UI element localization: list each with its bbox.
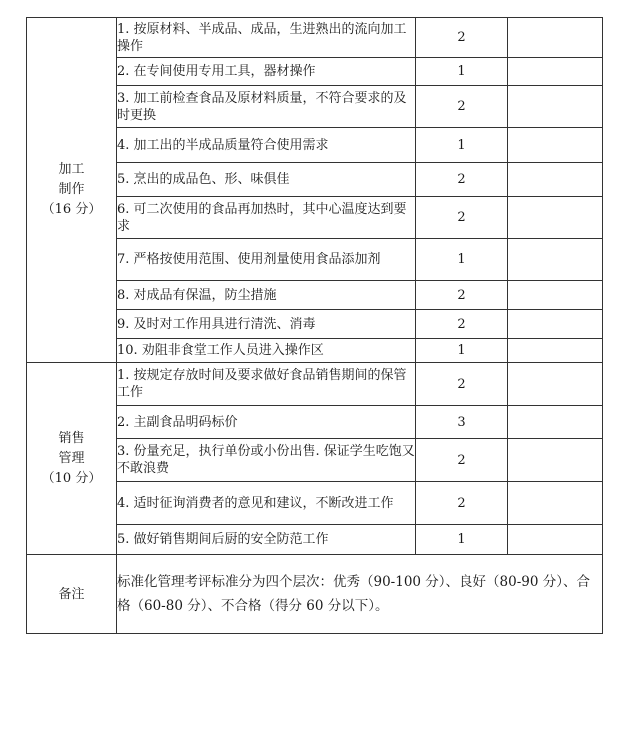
scoring-table — [26, 17, 603, 634]
category-label-line: （10 分） — [41, 470, 102, 486]
actual-score-cell — [508, 525, 603, 555]
item-text: 4. 适时征询消费者的意见和建议，不断改进工作 — [117, 482, 416, 525]
item-text: 2. 在专间使用专用工具，器材操作 — [117, 58, 416, 86]
actual-score-cell — [508, 339, 603, 363]
item-text: 10. 劝阻非食堂工作人员进入操作区 — [117, 339, 416, 363]
actual-score-cell — [508, 128, 603, 163]
item-score: 2 — [416, 439, 508, 482]
item-text: 1. 按规定存放时间及要求做好食品销售期间的保管工作 — [117, 363, 416, 406]
item-score: 2 — [416, 163, 508, 197]
category-label-line: 销售 — [58, 430, 85, 446]
item-text: 5. 做好销售期间后厨的安全防范工作 — [117, 525, 416, 555]
actual-score-cell — [508, 363, 603, 406]
actual-score-cell — [508, 58, 603, 86]
item-text: 9. 及时对工作用具进行清洗、消毒 — [117, 310, 416, 339]
actual-score-cell — [508, 239, 603, 281]
table-row — [27, 363, 603, 406]
item-score: 2 — [416, 86, 508, 128]
actual-score-cell — [508, 197, 603, 239]
note-label: 备注 — [27, 555, 117, 634]
item-text: 3. 份量充足，执行单份或小份出售. 保证学生吃饱又不敢浪费 — [117, 439, 416, 482]
category-cell-processing — [27, 18, 117, 363]
actual-score-cell — [508, 86, 603, 128]
item-score: 1 — [416, 525, 508, 555]
table-row — [27, 18, 603, 58]
item-score: 3 — [416, 406, 508, 439]
item-score: 1 — [416, 239, 508, 281]
category-label-line: 管理 — [58, 450, 85, 466]
item-score: 2 — [416, 197, 508, 239]
actual-score-cell — [508, 310, 603, 339]
table-row-note — [27, 555, 603, 634]
category-label-line: （16 分） — [41, 202, 102, 217]
category-cell-sales — [27, 363, 117, 555]
category-label-line: 加工 — [58, 162, 85, 177]
item-score: 2 — [416, 310, 508, 339]
item-text: 1. 按原材料、半成品、成品，生进熟出的流向加工操作 — [117, 18, 416, 58]
item-score: 2 — [416, 363, 508, 406]
actual-score-cell — [508, 281, 603, 310]
item-score: 2 — [416, 482, 508, 525]
actual-score-cell — [508, 18, 603, 58]
item-text: 2. 主副食品明码标价 — [117, 406, 416, 439]
actual-score-cell — [508, 482, 603, 525]
actual-score-cell — [508, 406, 603, 439]
item-text: 3. 加工前检查食品及原材料质量，不符合要求的及时更换 — [117, 86, 416, 128]
item-score: 1 — [416, 339, 508, 363]
item-text: 4. 加工出的半成品质量符合使用需求 — [117, 128, 416, 163]
item-score: 2 — [416, 18, 508, 58]
item-score: 2 — [416, 281, 508, 310]
actual-score-cell — [508, 163, 603, 197]
item-text: 7. 严格按使用范围、使用剂量使用食品添加剂 — [117, 239, 416, 281]
note-text: 标准化管理考评标准分为四个层次：优秀（90-100 分）、良好（80-90 分）、合格（60-80 分）、不合格（得分 60 分以下）。 — [117, 555, 603, 634]
item-score: 1 — [416, 58, 508, 86]
item-text: 8. 对成品有保温，防尘措施 — [117, 281, 416, 310]
item-text: 5. 烹出的成品色、形、味俱佳 — [117, 163, 416, 197]
item-text: 6. 可二次使用的食品再加热时，其中心温度达到要求 — [117, 197, 416, 239]
actual-score-cell — [508, 439, 603, 482]
category-label-line: 制作 — [58, 182, 85, 197]
item-score: 1 — [416, 128, 508, 163]
